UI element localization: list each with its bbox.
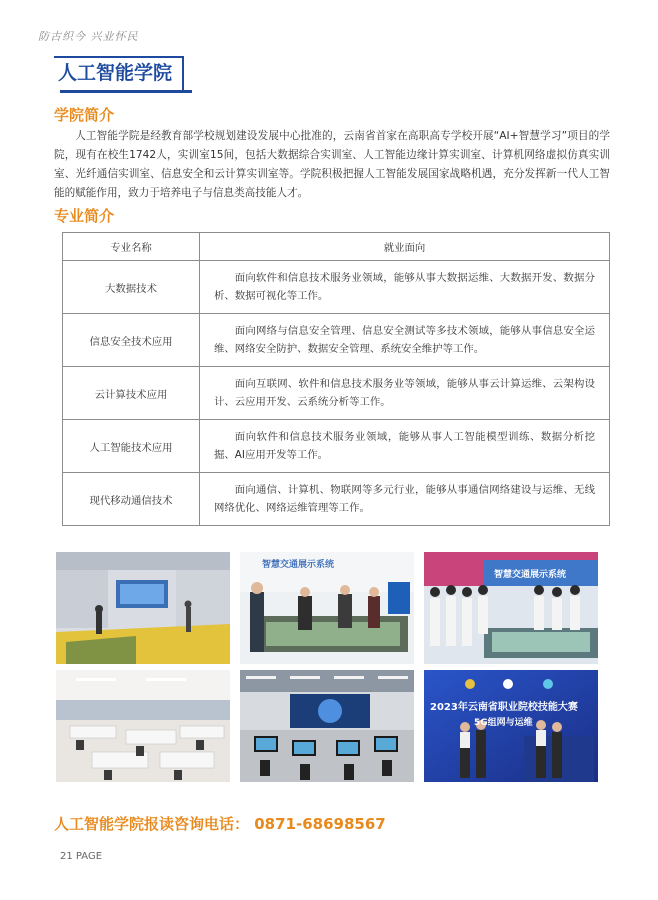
title-underline (60, 90, 192, 93)
table-row (63, 473, 610, 526)
major-intro-heading: 专业简介 (54, 207, 115, 225)
photo-computer-lab (56, 670, 230, 782)
table-row (63, 261, 610, 314)
majors-table (62, 232, 610, 526)
consultation-phone: 人工智能学院报读咨询电话： 0871-68698567 (54, 815, 386, 833)
page-title: 人工智能学院 (58, 62, 173, 84)
school-motto: 防古织今 兴业怀民 (38, 30, 139, 43)
major-career (200, 473, 610, 526)
major-career-text: 面向软件和信息技术服务业领域，能够从事人工智能模型训练、数据分析挖掘、AI应用开发等工作。 (214, 431, 595, 461)
college-intro-paragraph: 人工智能学院是经教育部学校规划建设发展中心批准的，云南省首家在高职高专学校开展“AI+智慧学习”项目的学院，现有在校生1742人，实训室15间，包括大数据综合实训室、人工智能边缘计算实训室、计算机网络虚拟仿真实训室、光纤通信实训室、信息安全和云计算实训室等。学院积极把握人工智能发展国家战略机遇，充分发挥新一代人工智能的赋能作用，致力于培养电子与信息类高技能人才。 (54, 130, 610, 199)
photo-sign-text: 智慧交通展示系统 (494, 570, 567, 580)
major-career-text: 面向通信、计算机、物联网等多元行业，能够从事通信网络建设与运维、无线网络优化、网络运维管理等工作。 (214, 484, 595, 514)
photo-students-display (424, 552, 598, 664)
column-header-career: 就业面向 (200, 233, 610, 261)
photo-smart-traffic-visit (240, 552, 414, 664)
page-number: 21 PAGE (60, 851, 103, 862)
competition-title: 2023年云南省职业院校技能大赛 (430, 702, 578, 713)
major-name: 云计算技术应用 (63, 367, 200, 420)
major-career (200, 261, 610, 314)
college-title-frame (54, 52, 192, 96)
major-career (200, 420, 610, 473)
college-intro-heading: 学院简介 (54, 106, 115, 124)
column-header-name: 专业名称 (63, 233, 200, 261)
major-career (200, 314, 610, 367)
major-career (200, 367, 610, 420)
major-name: 大数据技术 (63, 261, 200, 314)
table-header-row (63, 233, 610, 261)
photo-training-lab (56, 552, 230, 664)
major-career-text: 面向软件和信息技术服务业领域，能够从事大数据运维、大数据开发、数据分析、数据可视化等工作。 (214, 272, 595, 302)
major-career-text: 面向网络与信息安全管理、信息安全测试等多技术领域，能够从事信息安全运维、网络安全防护、数据安全管理、系统安全维护等工作。 (214, 325, 595, 355)
major-name: 信息安全技术应用 (63, 314, 200, 367)
table-row (63, 420, 610, 473)
major-name: 人工智能技术应用 (63, 420, 200, 473)
table-row (63, 314, 610, 367)
table-row (63, 367, 610, 420)
photo-sign-text: 智慧交通展示系统 (262, 560, 335, 570)
competition-subtitle: 5G组网与运维 (474, 718, 533, 728)
major-career-text: 面向互联网、软件和信息技术服务业等领域，能够从事云计算运维、云架构设计、云应用开发、云系统分析等工作。 (214, 378, 595, 408)
photo-monitor-lab (240, 670, 414, 782)
college-intro-body (54, 127, 610, 203)
major-name: 现代移动通信技术 (63, 473, 200, 526)
photo-skills-competition (424, 670, 598, 782)
